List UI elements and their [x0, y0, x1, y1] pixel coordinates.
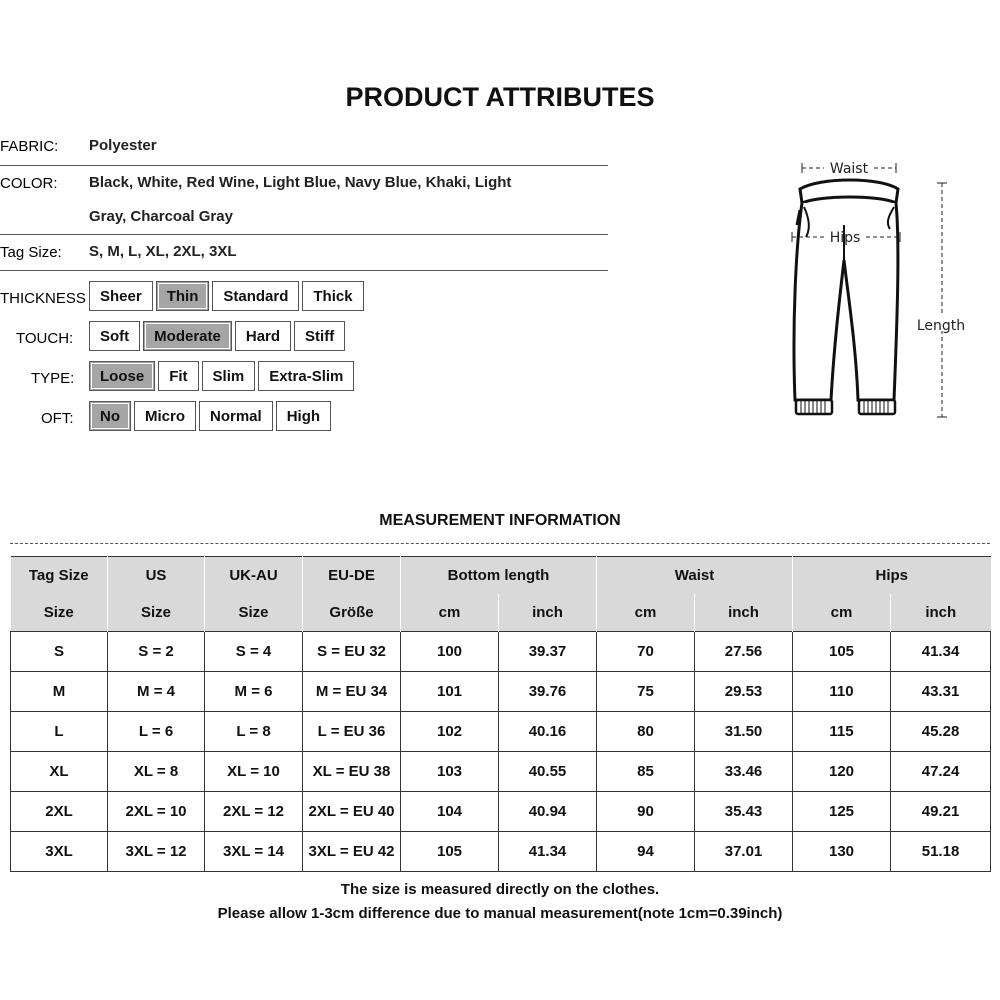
table-cell: 47.24 — [891, 752, 991, 792]
header-cell: cm — [401, 594, 499, 632]
table-cell: 37.01 — [695, 832, 793, 872]
touch-option-moderate: Moderate — [143, 321, 232, 351]
table-row — [11, 752, 991, 792]
table-cell: 105 — [401, 832, 499, 872]
table-cell: 70 — [597, 632, 695, 672]
table-cell: 3XL = EU 42 — [303, 832, 401, 872]
color-label: COLOR: — [0, 175, 58, 192]
tag-size-label: Tag Size: — [0, 244, 62, 261]
oft-option-normal: Normal — [199, 401, 273, 431]
table-header-row — [11, 557, 991, 595]
oft-option-high: High — [276, 401, 331, 431]
waist-label: Waist — [829, 161, 869, 177]
table-cell: 103 — [401, 752, 499, 792]
oft-options — [89, 401, 334, 431]
oft-option-micro: Micro — [134, 401, 196, 431]
dashed-divider — [10, 543, 990, 544]
table-cell: 105 — [793, 632, 891, 672]
table-cell: 45.28 — [891, 712, 991, 752]
table-cell: 51.18 — [891, 832, 991, 872]
header-cell: inch — [499, 594, 597, 632]
table-cell: 102 — [401, 712, 499, 752]
table-subheader-row — [11, 594, 991, 632]
divider — [0, 270, 608, 271]
thickness-option-thin: Thin — [156, 281, 210, 311]
table-cell: 2XL = 10 — [108, 792, 205, 832]
table-cell: 3XL = 14 — [205, 832, 303, 872]
table-cell: L — [11, 712, 108, 752]
table-row — [11, 832, 991, 872]
table-cell: M = 6 — [205, 672, 303, 712]
touch-option-hard: Hard — [235, 321, 291, 351]
table-cell: L = 8 — [205, 712, 303, 752]
type-label: TYPE: — [31, 370, 75, 387]
divider — [0, 165, 608, 166]
type-option-fit: Fit — [158, 361, 198, 391]
table-cell: XL = 8 — [108, 752, 205, 792]
notes — [0, 878, 1000, 926]
header-cell: Size — [108, 594, 205, 632]
tag-size-value: S, M, L, XL, 2XL, 3XL — [89, 243, 237, 260]
measurement-table — [10, 556, 991, 872]
table-cell: 41.34 — [499, 832, 597, 872]
touch-option-stiff: Stiff — [294, 321, 345, 351]
header-cell: Size — [205, 594, 303, 632]
table-cell: 2XL — [11, 792, 108, 832]
header-cell: Tag Size — [11, 557, 108, 595]
fabric-value: Polyester — [89, 137, 157, 154]
touch-options — [89, 321, 348, 351]
measurement-title: MEASUREMENT INFORMATION — [379, 512, 621, 529]
table-row — [11, 632, 991, 672]
table-cell: 2XL = 12 — [205, 792, 303, 832]
table-cell: 2XL = EU 40 — [303, 792, 401, 832]
table-cell: 31.50 — [695, 712, 793, 752]
fabric-label: FABRIC: — [0, 138, 59, 155]
table-cell: M — [11, 672, 108, 712]
table-row — [11, 792, 991, 832]
header-cell: Bottom length — [401, 557, 597, 595]
table-cell: 35.43 — [695, 792, 793, 832]
header-cell: cm — [793, 594, 891, 632]
table-cell: 80 — [597, 712, 695, 752]
touch-option-soft: Soft — [89, 321, 140, 351]
divider — [0, 234, 608, 235]
color-value-line2: Gray, Charcoal Gray — [89, 208, 233, 225]
table-cell: 104 — [401, 792, 499, 832]
hips-label: Hips — [829, 230, 861, 246]
table-cell: S = EU 32 — [303, 632, 401, 672]
oft-option-no: No — [89, 401, 131, 431]
table-cell: 40.94 — [499, 792, 597, 832]
table-cell: 90 — [597, 792, 695, 832]
table-cell: XL — [11, 752, 108, 792]
header-cell: inch — [695, 594, 793, 632]
header-cell: UK-AU — [205, 557, 303, 595]
table-cell: S = 4 — [205, 632, 303, 672]
page-title: PRODUCT ATTRIBUTES — [345, 82, 655, 112]
pants-diagram — [780, 155, 980, 425]
table-cell: 101 — [401, 672, 499, 712]
table-cell: 40.55 — [499, 752, 597, 792]
header-cell: inch — [891, 594, 991, 632]
table-cell: 120 — [793, 752, 891, 792]
table-cell: 39.37 — [499, 632, 597, 672]
table-cell: 3XL = 12 — [108, 832, 205, 872]
thickness-options — [89, 281, 367, 311]
thickness-option-sheer: Sheer — [89, 281, 153, 311]
table-cell: S — [11, 632, 108, 672]
note-line-1: The size is measured directly on the clothes. — [340, 881, 660, 898]
type-option-loose: Loose — [89, 361, 155, 391]
table-cell: 49.21 — [891, 792, 991, 832]
type-option-slim: Slim — [202, 361, 256, 391]
table-cell: 27.56 — [695, 632, 793, 672]
table-cell: 41.34 — [891, 632, 991, 672]
table-cell: M = 4 — [108, 672, 205, 712]
table-cell: 40.16 — [499, 712, 597, 752]
touch-label: TOUCH: — [16, 330, 74, 347]
thickness-option-thick: Thick — [302, 281, 363, 311]
table-cell: 29.53 — [695, 672, 793, 712]
table-cell: L = EU 36 — [303, 712, 401, 752]
header-cell: Größe — [303, 594, 401, 632]
table-cell: 75 — [597, 672, 695, 712]
color-value-line1: Black, White, Red Wine, Light Blue, Navy Blue, Khaki, Light — [89, 174, 512, 191]
length-label: Length — [916, 318, 966, 334]
table-cell: XL = 10 — [205, 752, 303, 792]
table-cell: 39.76 — [499, 672, 597, 712]
table-cell: M = EU 34 — [303, 672, 401, 712]
header-cell: cm — [597, 594, 695, 632]
table-row — [11, 672, 991, 712]
header-cell: EU-DE — [303, 557, 401, 595]
thickness-option-standard: Standard — [212, 281, 299, 311]
header-cell: Waist — [597, 557, 793, 595]
table-cell: S = 2 — [108, 632, 205, 672]
type-options — [89, 361, 357, 391]
table-cell: 125 — [793, 792, 891, 832]
table-cell: 110 — [793, 672, 891, 712]
type-option-extra-slim: Extra-Slim — [258, 361, 354, 391]
thickness-label: THICKNESS — [0, 290, 86, 307]
header-cell: US — [108, 557, 205, 595]
table-row — [11, 712, 991, 752]
table-cell: 94 — [597, 832, 695, 872]
table-cell: 43.31 — [891, 672, 991, 712]
table-cell: 130 — [793, 832, 891, 872]
header-cell: Size — [11, 594, 108, 632]
table-cell: 115 — [793, 712, 891, 752]
table-cell: 100 — [401, 632, 499, 672]
table-cell: 85 — [597, 752, 695, 792]
header-cell: Hips — [793, 557, 991, 595]
note-line-2: Please allow 1-3cm difference due to manual measurement(note 1cm=0.39inch) — [217, 905, 783, 922]
table-cell: 33.46 — [695, 752, 793, 792]
table-cell: 3XL — [11, 832, 108, 872]
table-cell: XL = EU 38 — [303, 752, 401, 792]
table-cell: L = 6 — [108, 712, 205, 752]
oft-label: OFT: — [41, 410, 74, 427]
